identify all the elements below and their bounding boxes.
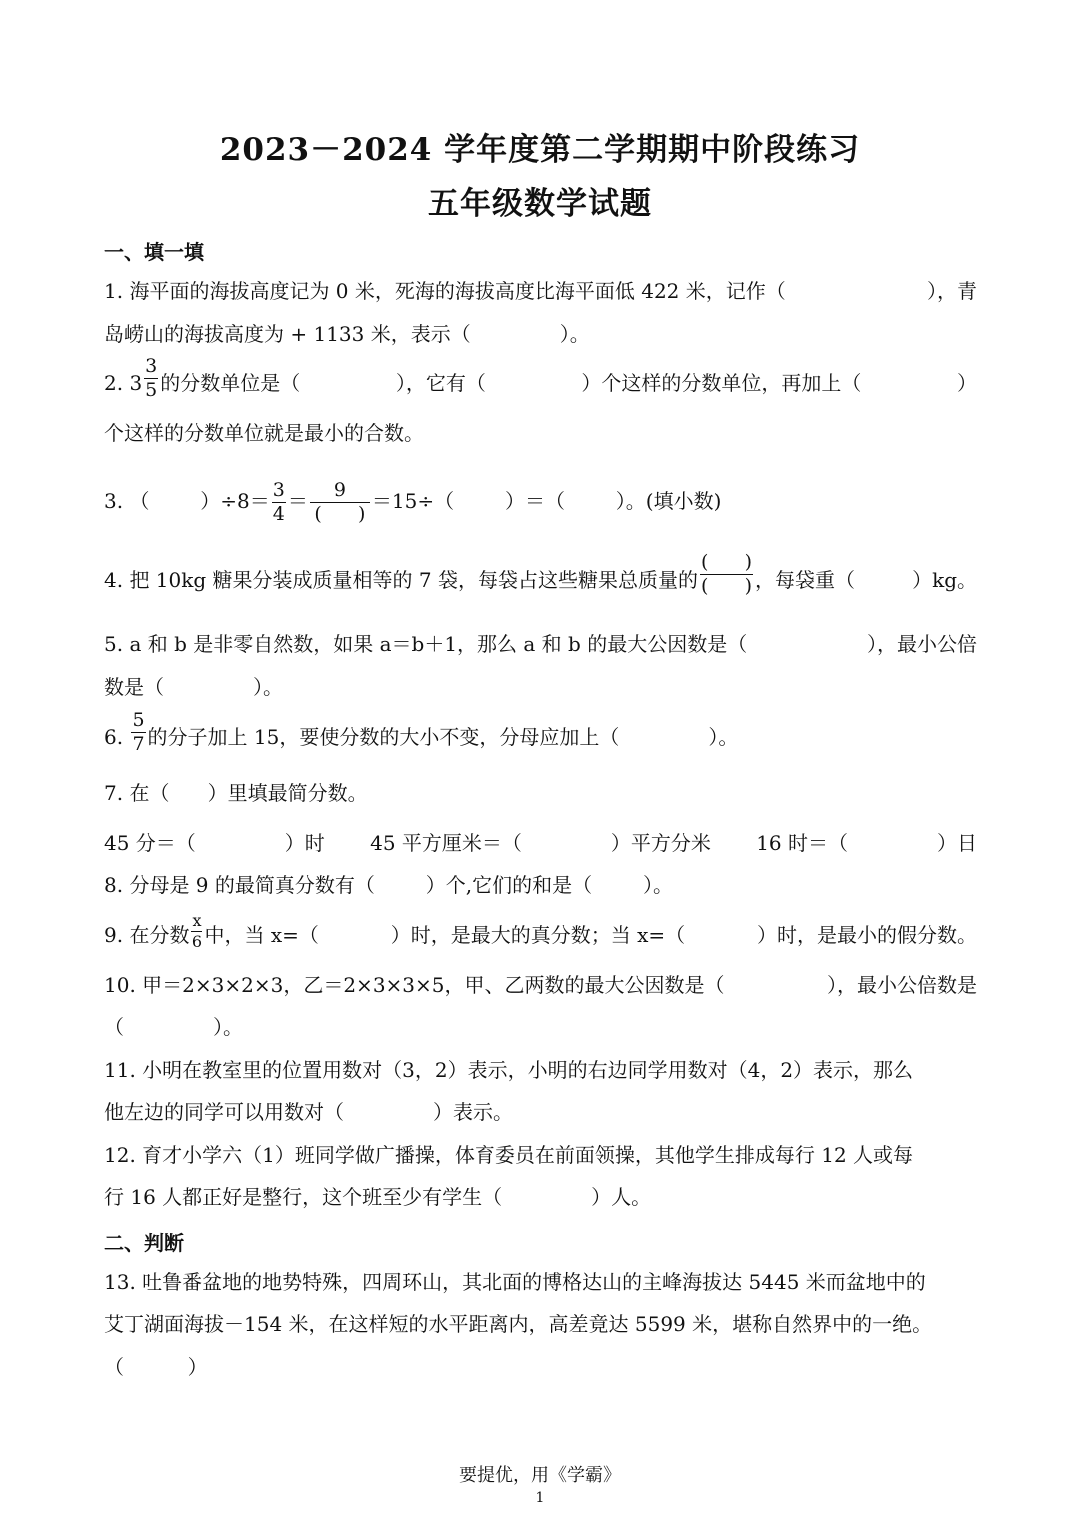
question-4-text-c: ）kg。 <box>912 568 977 592</box>
question-1-text-b: ），青 <box>927 279 977 303</box>
question-4-line <box>104 551 977 597</box>
question-4-text-a: 4. 把 10kg 糖果分装成质量相等的 7 袋，每袋占这些糖果总质量的 <box>104 568 698 592</box>
question-11-line-2: 他左边的同学可以用数对（ ）表示。 <box>104 1100 514 1124</box>
question-2-text-c: ），它有（ <box>395 371 486 395</box>
question-1-line-2: 岛崂山的海拔高度为 + 1133 米，表示（ ）。 <box>104 322 590 346</box>
question-4-text-b: ，每袋重（ <box>755 568 856 592</box>
question-13-line-2: 艾丁湖面海拔－154 米，在这样短的水平距离内，高差竟达 5599 米，堪称自然界中的一绝。 <box>104 1312 933 1336</box>
fraction-five-sevenths <box>131 711 145 754</box>
question-9-text-b: 中，当 x=（ <box>204 923 319 947</box>
question-5-line-2: 数是（ ）。 <box>104 675 284 699</box>
question-10-line-1 <box>104 971 977 999</box>
question-2-whole-part: 2. 3 <box>104 371 143 395</box>
question-4-text-a-group <box>104 551 856 597</box>
fraction-numerator: 3 <box>145 355 158 377</box>
question-6-text: 的分子加上 15，要使分数的大小不变，分母应加上（ ）。 <box>147 725 739 749</box>
fraction-nine-over-blank <box>310 481 370 524</box>
question-9-text-c: ）时，是最大的真分数；当 x=（ <box>390 923 686 947</box>
question-9-text-a: 9. 在分数 <box>104 923 190 947</box>
question-2-text-e: ） <box>957 371 977 395</box>
question-5-line-1 <box>104 630 977 658</box>
question-9-text-d: ）时，是最小的假分数。 <box>756 923 977 947</box>
fraction-denominator-blank: ( ) <box>314 503 366 525</box>
fraction-numerator: 3 <box>272 479 285 501</box>
fraction-denominator: 7 <box>132 733 145 755</box>
page-number: 1 <box>535 1490 545 1506</box>
question-7-item-2: 45 平方厘米＝（ ）平方分米 <box>370 831 711 855</box>
question-5-text-a: 5. a 和 b 是非零自然数，如果 a＝b＋1，那么 a 和 b 的最大公因数是（ <box>104 632 748 656</box>
fraction-denominator: 4 <box>272 503 285 525</box>
fraction-numerator: 5 <box>132 709 145 731</box>
section-judgment-heading: 二、判断 <box>104 1231 184 1255</box>
question-8-line: 8. 分母是 9 的最简真分数有（ ）个,它们的和是（ ）。 <box>104 873 673 897</box>
question-6-number: 6. <box>104 725 124 749</box>
question-5-text-b: ），最小公倍 <box>867 632 977 656</box>
question-7-line-2 <box>104 829 977 857</box>
question-3-line <box>104 481 721 524</box>
fraction-denominator-blank: ( ) <box>700 575 753 597</box>
question-1-text-a: 1. 海平面的海拔高度记为 0 米，死海的海拔高度比海平面低 422 米，记作（ <box>104 279 786 303</box>
section-fill-in-heading: 一、填一填 <box>104 240 204 264</box>
fraction-x-over-six <box>191 913 202 950</box>
question-9-line <box>104 911 977 951</box>
question-12-line-2: 行 16 人都正好是整行，这个班至少有学生（ ）人。 <box>104 1185 652 1209</box>
question-12-line-1: 12. 育才小学六（1）班同学做广播操，体育委员在前面领操，其他学生排成每行 12 人或每 <box>104 1143 914 1167</box>
exam-title: 2023－2024 学年度第二学期期中阶段练习 <box>219 132 861 168</box>
question-10-text-b: ），最小公倍数是 <box>827 973 977 997</box>
question-9-text-a-group <box>104 911 319 951</box>
question-3-equals: ＝ <box>287 489 308 513</box>
question-3-text-a: 3. （ ）÷8＝ <box>104 489 270 513</box>
question-13-line-3: （ ） <box>104 1355 208 1379</box>
question-7-item-1: 45 分＝（ ）时 <box>104 831 325 855</box>
question-2-line-1 <box>104 355 977 401</box>
question-2-line-2: 个这样的分数单位就是最小的合数。 <box>104 421 424 445</box>
fraction-denominator: 6 <box>191 932 203 951</box>
fraction-numerator-blank: ( ) <box>700 551 753 573</box>
question-11-line-1: 11. 小明在教室里的位置用数对（3，2）表示，小明的右边同学用数对（4，2）表示，那么 <box>104 1058 914 1082</box>
exam-subtitle: 五年级数学试题 <box>428 186 652 222</box>
question-2-text-b: 的分数单位是（ <box>160 371 301 395</box>
question-6-line <box>104 709 739 755</box>
question-1-line-1 <box>104 277 977 305</box>
question-2-mixed-number <box>104 355 301 401</box>
fraction-three-fifths <box>144 357 158 400</box>
page-footer: 要提优，用《学霸》 <box>459 1465 621 1486</box>
question-2-text-d: ）个这样的分数单位，再加上（ <box>581 371 862 395</box>
fraction-numerator: 9 <box>310 481 370 503</box>
question-3-text-c: ＝15÷（ ）＝（ ）。(填小数) <box>371 489 722 513</box>
fraction-three-quarters <box>272 481 286 524</box>
question-7-line-1: 7. 在（ ）里填最简分数。 <box>104 781 368 805</box>
fraction-numerator: x <box>192 911 202 930</box>
fraction-blank-over-blank <box>700 553 753 596</box>
fraction-denominator: 5 <box>145 379 158 401</box>
question-7-item-3: 16 时＝（ ）日 <box>756 831 977 855</box>
question-10-text-a: 10. 甲＝2×3×2×3，乙＝2×3×3×5，甲、乙两数的最大公因数是（ <box>104 973 725 997</box>
question-13-line-1: 13. 吐鲁番盆地的地势特殊，四周环山，其北面的博格达山的主峰海拔达 5445 米而盆地中的 <box>104 1270 926 1294</box>
question-10-line-2: （ ）。 <box>104 1015 244 1039</box>
